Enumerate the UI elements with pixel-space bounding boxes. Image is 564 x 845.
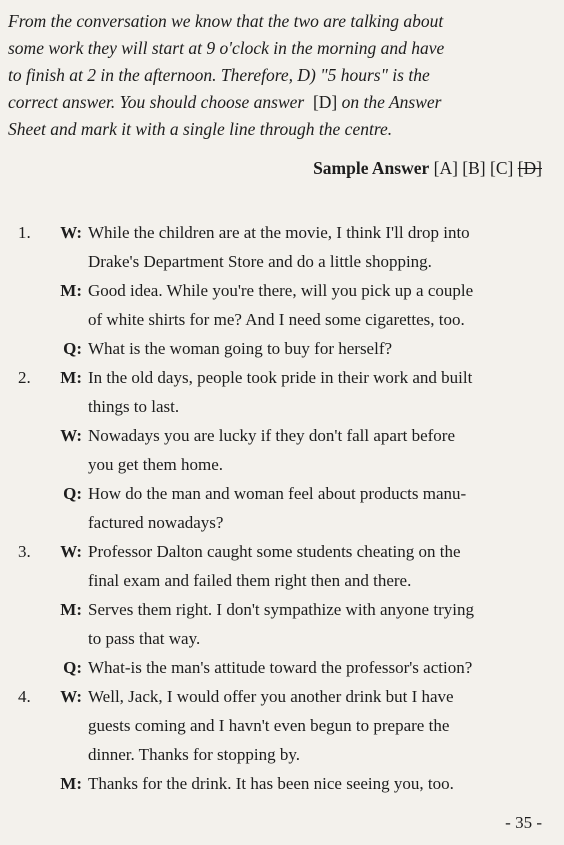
page-number: - 35 - [505, 813, 542, 832]
speaker-label: Q: [63, 484, 82, 503]
utterance-line: Good idea. While you're there, will you pick up a couple [88, 281, 474, 300]
speaker-label: Q: [63, 339, 82, 358]
dialog-line [0, 653, 564, 682]
intro-answer-code: [D] [312, 92, 338, 112]
intro-line: Sheet and mark it with a single line through the centre. [8, 119, 393, 139]
intro-line-text: correct answer. You should choose answer [8, 92, 305, 112]
dialog-line [0, 769, 564, 798]
dialog-list [0, 218, 564, 798]
utterance-line: things to last. [88, 397, 180, 416]
utterance [88, 363, 548, 421]
utterance-line: guests coming and I havn't even begun to prepare the [88, 716, 450, 735]
utterance-line: Nowadays you are lucky if they don't fall apart before [88, 426, 456, 445]
intro-tail: on the Answer [341, 92, 442, 112]
utterance-line: Serves them right. I don't sympathize with anyone trying [88, 600, 474, 619]
sample-choice: [C] [490, 158, 514, 178]
question-number: 4. [18, 687, 31, 706]
utterance [88, 218, 548, 276]
dialog-line [0, 537, 564, 595]
speaker-label: W: [60, 426, 82, 445]
utterance-line: to pass that way. [88, 629, 201, 648]
utterance-line: Well, Jack, I would offer you another drink but I have [88, 687, 454, 706]
sample-answer-label: Sample Answer [313, 158, 430, 178]
dialog-line [0, 276, 564, 334]
utterance-line: final exam and failed them right then and there. [88, 571, 412, 590]
utterance-line: Professor Dalton caught some students cheating on the [88, 542, 461, 561]
intro-line: From the conversation we know that the two are talking about [8, 11, 444, 31]
speaker-label: M: [60, 368, 82, 387]
utterance-line: What-is the man's attitude toward the professor's action? [88, 658, 473, 677]
utterance-line: While the children are at the movie, I think I'll drop into [88, 223, 470, 242]
dialog-line [0, 682, 564, 769]
utterance [88, 276, 548, 334]
speaker-label: M: [60, 600, 82, 619]
utterance-line: What is the woman going to buy for herself? [88, 339, 393, 358]
dialog-line [0, 334, 564, 363]
utterance [88, 421, 548, 479]
speaker-label: W: [60, 542, 82, 561]
question-number: 1. [18, 223, 31, 242]
utterance-line: Thanks for the drink. It has been nice seeing you, too. [88, 774, 454, 793]
intro-line: some work they will start at 9 o'clock in the morning and have [8, 38, 445, 58]
dialog-line [0, 479, 564, 537]
utterance [88, 653, 548, 682]
sample-answer [313, 158, 542, 179]
sample-choice: [B] [462, 158, 486, 178]
speaker-label: W: [60, 687, 82, 706]
utterance [88, 769, 548, 798]
utterance-line: of white shirts for me? And I need some cigarettes, too. [88, 310, 465, 329]
utterance [88, 479, 548, 537]
dialog-line [0, 218, 564, 276]
sample-choice: [A] [433, 158, 458, 178]
dialog-line [0, 363, 564, 421]
utterance-line: Drake's Department Store and do a little shopping. [88, 252, 432, 271]
speaker-label: Q: [63, 658, 82, 677]
question-number: 2. [18, 368, 31, 387]
speaker-label: M: [60, 281, 82, 300]
utterance-line: In the old days, people took pride in their work and built [88, 368, 473, 387]
utterance [88, 595, 548, 653]
speaker-label: W: [60, 223, 82, 242]
intro-line [8, 89, 546, 116]
utterance-line: dinner. Thanks for stopping by. [88, 745, 301, 764]
intro-paragraph [8, 8, 546, 143]
speaker-label: M: [60, 774, 82, 793]
dialog-line [0, 595, 564, 653]
question-number: 3. [18, 542, 31, 561]
utterance [88, 682, 548, 769]
utterance-line: factured nowadays? [88, 513, 224, 532]
sample-choice-marked: [D] [517, 158, 542, 178]
utterance-line: you get them home. [88, 455, 224, 474]
intro-line: to finish at 2 in the afternoon. Therefore, D) "5 hours" is the [8, 65, 430, 85]
dialog-line [0, 421, 564, 479]
utterance [88, 537, 548, 595]
utterance [88, 334, 548, 363]
utterance-line: How do the man and woman feel about products manu- [88, 484, 467, 503]
